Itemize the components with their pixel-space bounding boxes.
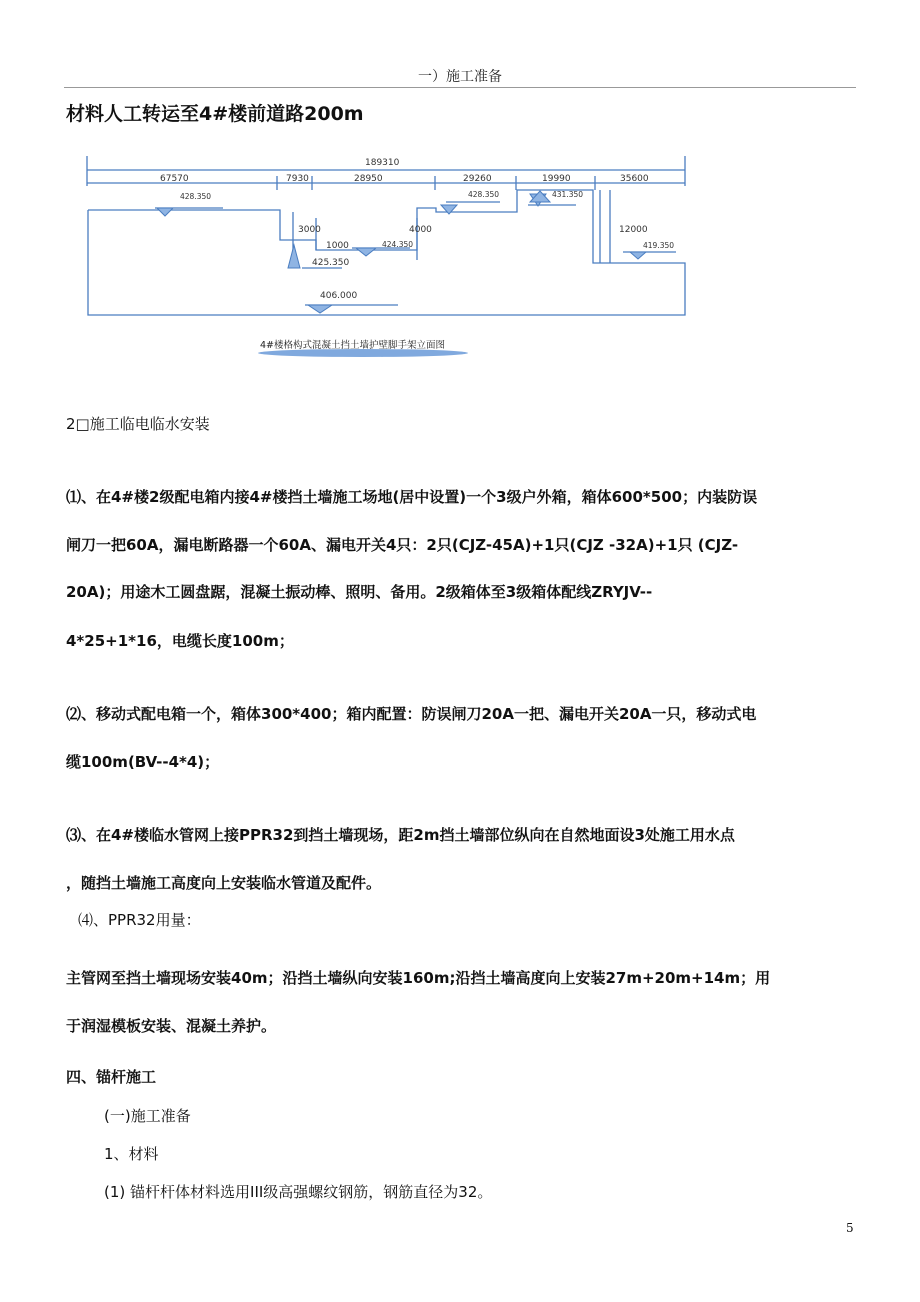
height-label-2: 4000 [409,225,432,235]
dim-seg3: 28950 [354,174,383,184]
elevation-marker-5 [288,245,300,268]
width-label-1: 1000 [326,241,349,251]
dim-seg4: 29260 [463,174,492,184]
retaining-wall-elevation-diagram [80,150,700,365]
dim-seg1: 67570 [160,174,189,184]
page-header-title: 一）施工准备 [418,69,502,85]
elevation-marker-1 [157,208,173,216]
diagram-caption: 4#楼格构式混凝土挡土墙护壁脚手架立面图 [260,340,446,351]
section2-title: 2□施工临电临水安装 [66,415,210,433]
elev-label-6: 419.350 [643,241,675,250]
item2-line2: 缆100m(BV--4*4)； [66,753,220,771]
item2-line1: ⑵、移动式配电箱一个，箱体300*400；箱内配置：防误闸刀20A一把、漏电开关20A一只，移动式电 [66,705,757,723]
item4-line1: ⑷、PPR32用量： [78,911,201,929]
item3-line1: ⑶、在4#楼临水管网上接PPR32到挡土墙现场，距2m挡土墙部位纵向在自然地面设3处施工用水点 [66,826,735,844]
transport-heading: 材料人工转运至4#楼前道路200m [66,103,364,125]
elevation-marker-4 [356,248,376,256]
item3-line2: ，随挡土墙施工高度向上安装临水管道及配件。 [66,874,382,892]
elev-label-3: 431.350 [552,190,584,199]
section4-sub2: 1、材料 [104,1145,159,1163]
height-label-1: 3000 [298,225,321,235]
dim-total: 189310 [365,158,400,168]
elevation-marker-8 [308,305,332,313]
elev-label-5: 425.350 [312,258,350,268]
elev-label-4: 424.350 [382,240,414,249]
item1-line3: 20A)；用途木工圆盘踞，混凝土振动棒、照明、备用。2级箱体至3级箱体配线ZRYJV-- [66,583,653,601]
dim-seg2: 7930 [286,174,309,184]
item1-line2: 闸刀一把60A，漏电断路器一个60A、漏电开关4只：2只(CJZ-45A)+1只(CJZ -32A)+1只 (CJZ- [66,536,739,554]
usage-line1: 主管网至挡土墙现场安装40m；沿挡土墙纵向安装160m;沿挡土墙高度向上安装27m+20m+14m；用 [66,969,771,987]
elevation-marker-7 [630,252,646,259]
elev-label-2: 428.350 [468,190,500,199]
elev-label-1: 428.350 [180,192,212,201]
elev-label-7: 406.000 [320,291,358,301]
section4-title: 四、锚杆施工 [66,1068,157,1086]
header-divider [64,87,856,88]
dim-seg5: 19990 [542,174,571,184]
dim-seg6: 35600 [620,174,649,184]
usage-line2: 于润湿模板安装、混凝土养护。 [66,1017,277,1035]
section4-sub3: (1) 锚杆杆体材料选用III级高强螺纹钢筋，钢筋直径为32。 [104,1183,493,1201]
section4-sub1: (一)施工准备 [104,1107,191,1125]
item1-line4: 4*25+1*16，电缆长度100m； [66,632,294,650]
height-label-3: 12000 [619,225,648,235]
page-number: 5 [846,1221,854,1235]
item1-line1: ⑴、在4#楼2级配电箱内接4#楼挡土墙施工场地(居中设置)一个3级户外箱，箱体600*500；内装防误 [66,488,758,506]
